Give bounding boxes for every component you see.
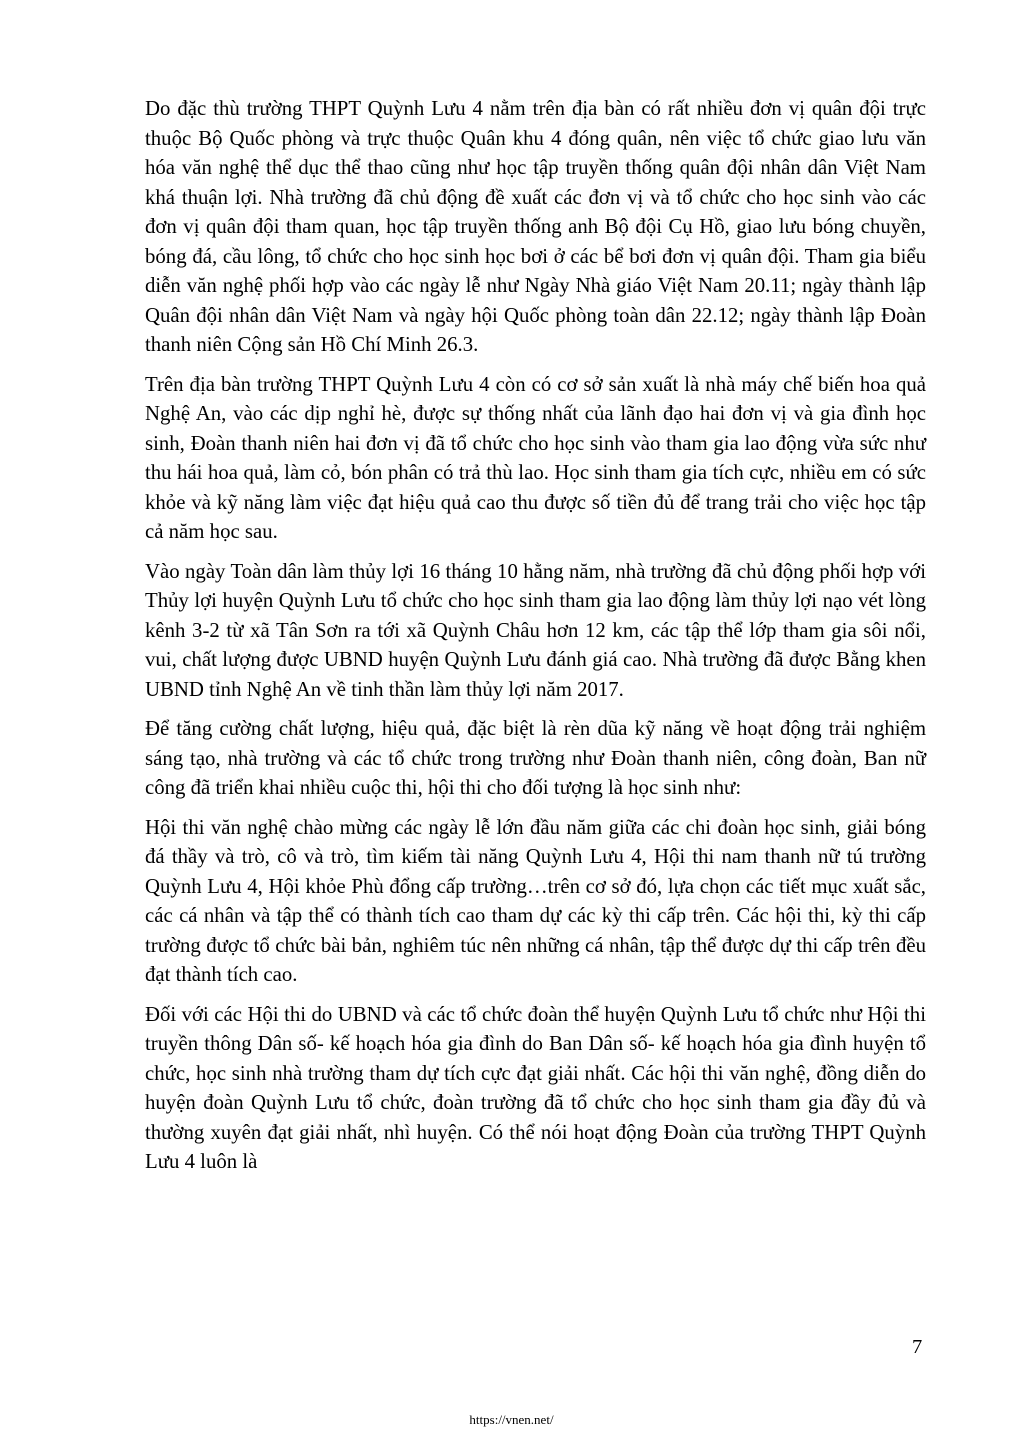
paragraph-district-contests: Đối với các Hội thi do UBND và các tổ chức đoàn thể huyện Quỳnh Lưu tổ chức như Hội thi truyền thông Dân số- kế hoạch hóa gia đình do Ban Dân số- kế hoạch hóa gia đình huyện tổ chức, học sinh nhà trường tham dự tích cực đạt giải nhất. Các hội thi văn nghệ, đồng diễn do huyện đoàn Quỳnh Lưu tổ chức, đoàn trường đã tổ chức cho học sinh tham gia đầy đủ và thường xuyên đạt giải nhất, nhì huyện. Có thể nói hoạt động Đoàn của trường THPT Quỳnh Lưu 4 luôn là	[145, 1002, 926, 1173]
paragraph-school-contests: Hội thi văn nghệ chào mừng các ngày lễ lớn đầu năm giữa các chi đoàn học sinh, giải bóng đá thầy và trò, cô và trò, tìm kiếm tài năng Quỳnh Lưu 4, Hội thi nam thanh nữ tú trường Quỳnh Lưu 4, Hội khỏe Phù đổng cấp trường…trên cơ sở đó, lựa chọn các tiết mục xuất sắc, các cá nhân và tập thể có thành tích cao tham dự các kỳ thi cấp trên. Các hội thi, kỳ thi cấp trường được tổ chức bài bản, nghiêm túc nên những cá nhân, tập thể được dự thi cấp trên đều đạt thành tích cao.	[145, 815, 926, 986]
paragraph-irrigation-day: Vào ngày Toàn dân làm thủy lợi 16 tháng 10 hằng năm, nhà trường đã chủ động phối hợp với Thủy lợi huyện Quỳnh Lưu tổ chức cho học sinh tham gia lao động làm thủy lợi nạo vét lòng kênh 3-2 từ xã Tân Sơn ra tới xã Quỳnh Châu hơn 12 km, các tập thể lớp tham gia sôi nổi, vui, chất lượng được UBND huyện Quỳnh Lưu đánh giá cao. Nhà trường đã được Bằng khen UBND tỉnh Nghệ An về tinh thần làm thủy lợi năm 2017.	[145, 559, 926, 701]
page-number: 7	[912, 1336, 923, 1358]
paragraph-creative-experience: Để tăng cường chất lượng, hiệu quả, đặc biệt là rèn dũa kỹ năng về hoạt động trải nghiệm sáng tạo, nhà trường và các tổ chức trong trường như Đoàn thanh niên, công đoàn, Ban nữ công đã triển khai nhiều cuộc thi, hội thi cho đối tượng là học sinh như:	[145, 717, 926, 799]
paragraph-military-exchange: Do đặc thù trường THPT Quỳnh Lưu 4 nằm trên địa bàn có rất nhiều đơn vị quân đội trực thuộc Bộ Quốc phòng và trực thuộc Quân khu 4 đóng quân, nên việc tổ chức giao lưu văn hóa văn nghệ thể dục thể thao cũng như học tập truyền thống quân đội nhân dân Việt Nam khá thuận lợi. Nhà trường đã chủ động đề xuất các đơn vị và tổ chức cho học sinh vào các đơn vị quân đội tham quan, học tập truyền thống anh Bộ đội Cụ Hồ, giao lưu bóng chuyền, bóng đá, cầu lông, tổ chức cho học sinh học bơi ở các bể bơi đơn vị quân đội. Tham gia biểu diễn văn nghệ phối hợp vào các ngày lễ như Ngày Nhà giáo Việt Nam 20.11; ngày thành lập Quân đội nhân dân Việt Nam và ngày hội Quốc phòng toàn dân 22.12; ngày thành lập Đoàn thanh niên Cộng sản Hồ Chí Minh 26.3.	[145, 97, 926, 356]
footer-source-link[interactable]: https://vnen.net/	[469, 1412, 554, 1427]
document-body	[145, 94, 926, 1187]
paragraph-fruit-factory-labor: Trên địa bàn trường THPT Quỳnh Lưu 4 còn có cơ sở sản xuất là nhà máy chế biến hoa quả Nghệ An, vào các dịp nghỉ hè, được sự thống nhất của lãnh đạo hai đơn vị và gia đình học sinh, Đoàn thanh niên hai đơn vị đã tổ chức cho học sinh vào tham gia lao động vừa sức như thu hái hoa quả, làm cỏ, bón phân có trả thù lao. Học sinh tham gia tích cực, nhiều em có sức khỏe và kỹ năng làm việc đạt hiệu quả cao thu được số tiền đủ để trang trải cho việc học tập cả năm học sau.	[145, 372, 926, 543]
